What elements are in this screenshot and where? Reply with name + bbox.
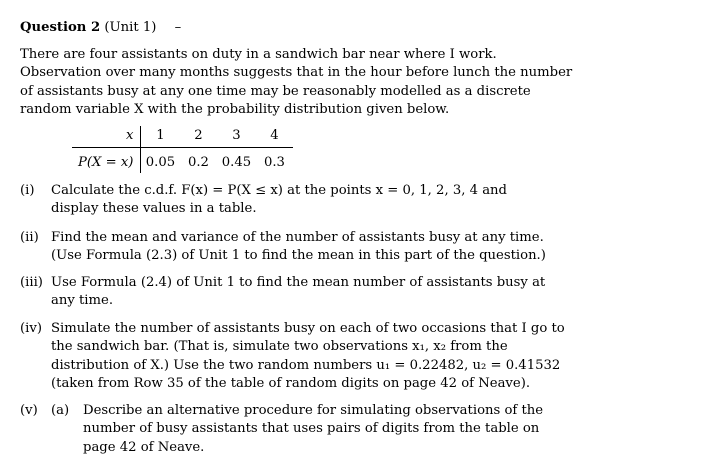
part-line: number of busy assistants that uses pairs of digits from the table on xyxy=(83,421,540,437)
part-line: (Use Formula (2.3) of Unit 1 to find the mean in this part of the question.) xyxy=(51,248,546,264)
subpart-number: (a) xyxy=(51,403,70,418)
question-part-v xyxy=(20,402,580,457)
table-row-header-x: x xyxy=(72,126,141,148)
part-line: (taken from Row 35 of the table of random digits on page 42 of Neave). xyxy=(51,376,531,392)
part-number: (iii) xyxy=(20,275,43,290)
table-cell-x: 4 xyxy=(255,126,293,148)
part-line: the sandwich bar. (That is, simulate two observations x₁, x₂ from the xyxy=(51,339,508,355)
part-line: distribution of X.) Use the two random numbers u₁ = 0.22482, u₂ = 0.41532 xyxy=(51,357,561,373)
part-line: Calculate the c.d.f. F(x) = P(X ≤ x) at the points x = 0, 1, 2, 3, 4 and xyxy=(51,183,507,198)
part-line: Simulate the number of assistants busy on each of two occasions that I go to xyxy=(51,321,565,336)
heading-dash: – xyxy=(174,20,182,35)
table-cell-p: 0.05 xyxy=(145,155,176,171)
part-line: Describe an alternative procedure for simulating observations of the xyxy=(83,403,544,418)
table-row-x xyxy=(72,126,293,148)
intro-line: Observation over many months suggests that in the hour before lunch the number xyxy=(20,65,573,81)
question-part-iii xyxy=(20,274,580,311)
table-cell-p: 0.45 xyxy=(221,155,252,171)
question-number: Question 2 xyxy=(20,20,101,35)
question-heading xyxy=(20,19,181,37)
table-cell-x: 3 xyxy=(217,126,255,148)
table-cell-x: 2 xyxy=(179,126,217,148)
part-number: (v) xyxy=(20,403,38,418)
part-line: display these values in a table. xyxy=(51,201,257,217)
table-cell-p: 0.3 xyxy=(263,155,285,171)
table-cell-x: 1 xyxy=(141,126,180,148)
part-number: (iv) xyxy=(20,321,42,336)
question-part-i xyxy=(20,182,580,219)
part-line: Find the mean and variance of the number of assistants busy at any time. xyxy=(51,230,544,245)
part-number: (ii) xyxy=(20,230,39,245)
table-cell-p: 0.2 xyxy=(187,155,209,171)
unit-label: (Unit 1) xyxy=(104,20,157,35)
question-part-ii xyxy=(20,229,580,266)
part-line: any time. xyxy=(51,293,114,309)
intro-line: random variable X with the probability distribution given below. xyxy=(20,102,450,118)
part-number: (i) xyxy=(20,183,35,198)
probability-table xyxy=(72,126,293,173)
part-line: Use Formula (2.4) of Unit 1 to find the mean number of assistants busy at xyxy=(51,275,546,290)
part-line: page 42 of Neave. xyxy=(83,439,205,455)
intro-line: There are four assistants on duty in a sandwich bar near where I work. xyxy=(20,47,497,62)
intro-paragraph xyxy=(20,46,590,120)
table-row-header-p: P(X = x) xyxy=(72,148,141,173)
table-row-p xyxy=(72,148,293,173)
intro-line: of assistants busy at any one time may be reasonably modelled as a discrete xyxy=(20,83,531,99)
question-part-iv xyxy=(20,320,580,394)
